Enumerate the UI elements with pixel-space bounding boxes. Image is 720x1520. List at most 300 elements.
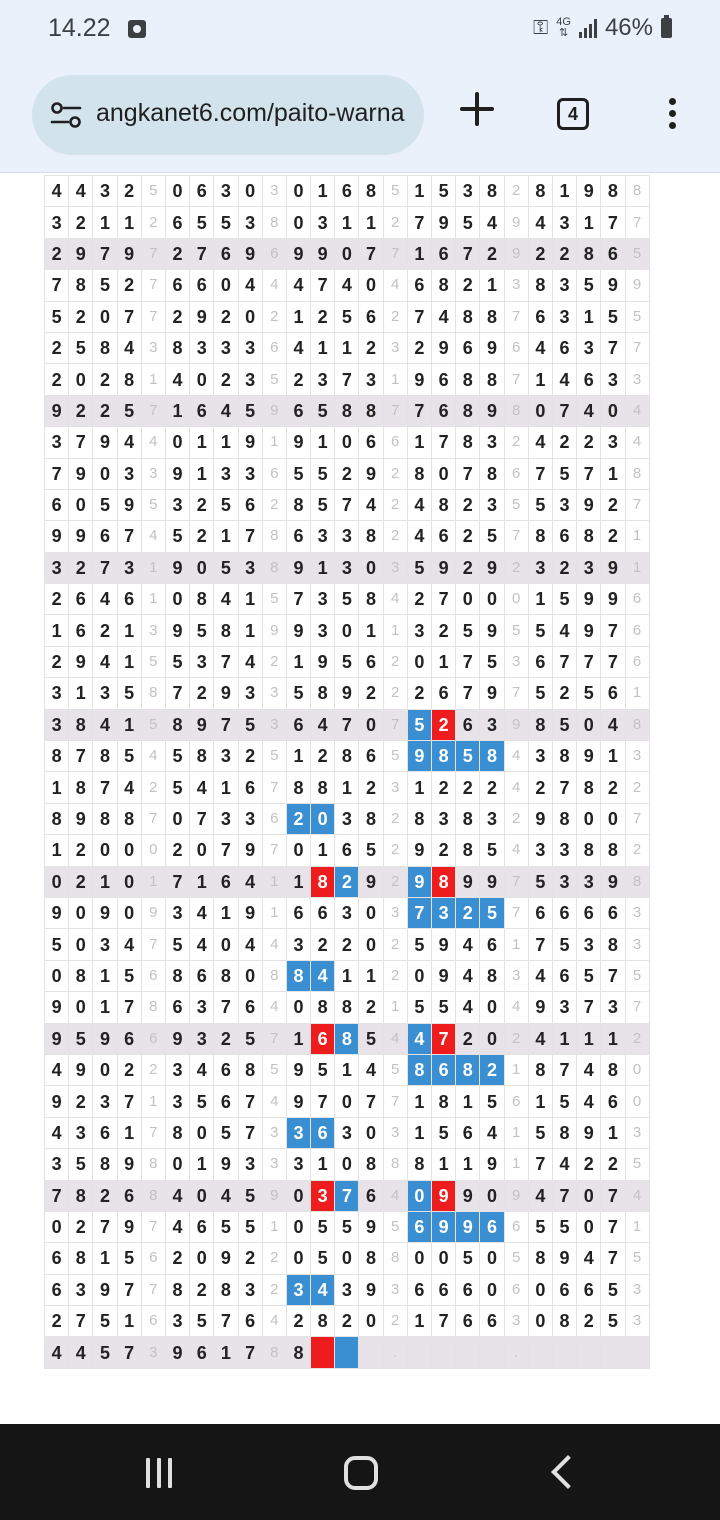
- paito-separator-cell: 2: [625, 1023, 649, 1054]
- paito-cell: 1: [45, 835, 69, 866]
- paito-cell: 9: [45, 897, 69, 928]
- paito-cell: 1: [480, 270, 504, 301]
- paito-cell: 3: [214, 176, 238, 207]
- paito-cell: 5: [601, 1274, 625, 1305]
- paito-cell: 9: [238, 238, 262, 269]
- paito-cell: 6: [311, 897, 335, 928]
- paito-cell: 0: [528, 395, 552, 426]
- paito-row: [45, 741, 650, 772]
- paito-cell: 6: [311, 1117, 335, 1148]
- paito-cell: 3: [480, 803, 504, 834]
- paito-cell: 7: [359, 238, 383, 269]
- tab-switcher-icon[interactable]: [557, 98, 589, 130]
- paito-cell: 5: [214, 1211, 238, 1242]
- paito-cell: 7: [601, 646, 625, 677]
- paito-cell: 8: [359, 521, 383, 552]
- paito-cell: 8: [480, 458, 504, 489]
- paito-cell: 6: [190, 1337, 214, 1368]
- paito-cell: 5: [456, 207, 480, 238]
- paito-cell: 8: [456, 364, 480, 395]
- paito-cell: 4: [117, 332, 141, 363]
- paito-cell: 7: [552, 772, 576, 803]
- paito-cell: 2: [552, 238, 576, 269]
- paito-cell: 8: [552, 741, 576, 772]
- paito-separator-cell: 3: [262, 678, 286, 709]
- paito-cell: 2: [45, 584, 69, 615]
- paito-separator-cell: 9: [262, 615, 286, 646]
- paito-cell: 9: [190, 709, 214, 740]
- paito-cell: 7: [117, 1337, 141, 1368]
- paito-cell: 3: [45, 1149, 69, 1180]
- paito-cell: 9: [552, 1243, 576, 1274]
- paito-cell: 9: [311, 646, 335, 677]
- paito-cell: 3: [286, 1274, 310, 1305]
- paito-separator-cell: 7: [262, 772, 286, 803]
- paito-separator-cell: 2: [262, 646, 286, 677]
- paito-cell: 7: [93, 552, 117, 583]
- paito-cell: 8: [359, 176, 383, 207]
- paito-cell: 5: [552, 929, 576, 960]
- paito-row: [45, 866, 650, 897]
- paito-cell: 3: [190, 332, 214, 363]
- paito-cell: 8: [190, 584, 214, 615]
- paito-cell: 7: [214, 709, 238, 740]
- paito-cell: 7: [117, 992, 141, 1023]
- paito-cell: 9: [286, 1054, 310, 1085]
- paito-cell: 0: [190, 1243, 214, 1274]
- paito-separator-cell: 1: [383, 364, 407, 395]
- paito-separator-cell: 7: [141, 301, 165, 332]
- paito-cell: 1: [190, 866, 214, 897]
- paito-cell: 8: [165, 960, 189, 991]
- paito-cell: 7: [456, 678, 480, 709]
- paito-separator-cell: 9: [504, 709, 528, 740]
- paito-row: [45, 395, 650, 426]
- paito-cell: 5: [480, 646, 504, 677]
- paito-cell: 8: [601, 835, 625, 866]
- paito-cell: 9: [480, 395, 504, 426]
- paito-cell: 2: [456, 552, 480, 583]
- back-icon[interactable]: [551, 1455, 585, 1489]
- paito-cell: 8: [577, 835, 601, 866]
- paito-cell: 6: [456, 1274, 480, 1305]
- paito-cell: 0: [69, 992, 93, 1023]
- paito-cell: 6: [190, 176, 214, 207]
- paito-cell: 2: [480, 772, 504, 803]
- paito-separator-cell: 3: [625, 897, 649, 928]
- paito-cell: 1: [117, 709, 141, 740]
- paito-cell: 9: [432, 929, 456, 960]
- paito-separator-cell: 9: [504, 1180, 528, 1211]
- paito-cell: 6: [407, 1211, 431, 1242]
- paito-cell: 9: [359, 1211, 383, 1242]
- paito-separator-cell: 5: [625, 301, 649, 332]
- paito-cell: 4: [286, 332, 310, 363]
- paito-cell: 6: [93, 1117, 117, 1148]
- paito-cell: 3: [286, 1149, 310, 1180]
- paito-cell: 3: [45, 427, 69, 458]
- paito-cell: 2: [69, 866, 93, 897]
- paito-cell: 1: [359, 207, 383, 238]
- paito-cell: 3: [456, 176, 480, 207]
- paito-cell: 2: [165, 238, 189, 269]
- paito-cell: 6: [190, 960, 214, 991]
- paito-cell: 9: [432, 207, 456, 238]
- paito-cell: 8: [165, 1117, 189, 1148]
- paito-cell: 0: [577, 1180, 601, 1211]
- paito-cell: 3: [69, 1117, 93, 1148]
- paito-cell: 4: [432, 301, 456, 332]
- paito-cell: 0: [93, 835, 117, 866]
- paito-cell: 3: [335, 1274, 359, 1305]
- paito-cell: 3: [311, 364, 335, 395]
- paito-cell: 7: [552, 395, 576, 426]
- paito-separator-cell: 8: [625, 176, 649, 207]
- paito-cell: 0: [45, 960, 69, 991]
- paito-cell: 3: [214, 803, 238, 834]
- paito-cell: 3: [93, 176, 117, 207]
- paito-separator-cell: 2: [383, 489, 407, 520]
- paito-cell: 0: [190, 835, 214, 866]
- paito-cell: 8: [456, 1054, 480, 1085]
- paito-cell: 8: [311, 1306, 335, 1337]
- paito-row: [45, 427, 650, 458]
- paito-cell: 8: [286, 489, 310, 520]
- paito-separator-cell: 1: [262, 897, 286, 928]
- paito-cell: 5: [552, 1211, 576, 1242]
- paito-cell: 0: [359, 929, 383, 960]
- paito-cell: 4: [407, 489, 431, 520]
- paito-cell: 7: [456, 458, 480, 489]
- paito-cell: 8: [165, 709, 189, 740]
- paito-cell: 9: [45, 992, 69, 1023]
- paito-separator-cell: 6: [625, 615, 649, 646]
- paito-cell: 8: [214, 1274, 238, 1305]
- paito-row: [45, 332, 650, 363]
- paito-cell: 7: [601, 1211, 625, 1242]
- paito-cell: [311, 1337, 335, 1368]
- paito-cell: 9: [456, 1211, 480, 1242]
- paito-cell: 5: [407, 929, 431, 960]
- paito-cell: 3: [335, 803, 359, 834]
- paito-separator-cell: 2: [262, 489, 286, 520]
- paito-cell: 9: [456, 1180, 480, 1211]
- paito-cell: 6: [432, 238, 456, 269]
- paito-cell: 5: [480, 1086, 504, 1117]
- paito-cell: 7: [45, 270, 69, 301]
- paito-cell: 4: [45, 1117, 69, 1148]
- paito-cell: 8: [238, 1054, 262, 1085]
- home-icon[interactable]: [344, 1456, 378, 1490]
- paito-cell: [528, 1337, 552, 1368]
- paito-cell: 9: [165, 1337, 189, 1368]
- paito-row: [45, 960, 650, 991]
- paito-separator-cell: 8: [262, 552, 286, 583]
- paito-separator-cell: 3: [383, 332, 407, 363]
- paito-cell: 6: [432, 678, 456, 709]
- paito-separator-cell: 9: [504, 207, 528, 238]
- paito-separator-cell: 6: [625, 646, 649, 677]
- paito-separator-cell: 8: [383, 1243, 407, 1274]
- paito-cell: 8: [117, 364, 141, 395]
- paito-separator-cell: 2: [504, 552, 528, 583]
- paito-cell: 7: [335, 709, 359, 740]
- paito-separator-cell: 5: [141, 709, 165, 740]
- paito-cell: 2: [335, 866, 359, 897]
- paito-separator-cell: 3: [141, 1337, 165, 1368]
- paito-separator-cell: 4: [504, 992, 528, 1023]
- paito-cell: 8: [93, 332, 117, 363]
- paito-cell: 4: [407, 521, 431, 552]
- paito-cell: 5: [407, 992, 431, 1023]
- paito-cell: 6: [238, 772, 262, 803]
- paito-separator-cell: 5: [262, 741, 286, 772]
- paito-cell: 2: [601, 489, 625, 520]
- paito-cell: 1: [335, 772, 359, 803]
- paito-cell: 2: [577, 1149, 601, 1180]
- paito-cell: 9: [577, 1117, 601, 1148]
- paito-cell: 7: [238, 1337, 262, 1368]
- paito-cell: 8: [407, 1054, 431, 1085]
- paito-cell: 2: [45, 238, 69, 269]
- paito-cell: 0: [93, 1054, 117, 1085]
- paito-separator-cell: 7: [625, 803, 649, 834]
- paito-cell: 7: [577, 992, 601, 1023]
- paito-cell: 7: [117, 1086, 141, 1117]
- paito-cell: 3: [407, 615, 431, 646]
- paito-cell: [577, 1337, 601, 1368]
- paito-cell: 6: [45, 489, 69, 520]
- paito-cell: 9: [359, 458, 383, 489]
- url-text[interactable]: angkanet6.com/paito-warna: [96, 99, 405, 127]
- paito-cell: 4: [190, 897, 214, 928]
- paito-separator-cell: 7: [504, 364, 528, 395]
- paito-row: [45, 521, 650, 552]
- paito-row: [45, 1337, 650, 1368]
- overflow-menu-icon[interactable]: [664, 98, 680, 134]
- paito-cell: 6: [286, 897, 310, 928]
- paito-separator-cell: 9: [625, 270, 649, 301]
- paito-cell: 1: [407, 1086, 431, 1117]
- paito-cell: 0: [286, 1180, 310, 1211]
- paito-cell: 8: [69, 1180, 93, 1211]
- paito-cell: 6: [407, 1274, 431, 1305]
- paito-cell: 9: [480, 552, 504, 583]
- paito-separator-cell: 7: [383, 1086, 407, 1117]
- paito-cell: 3: [238, 803, 262, 834]
- paito-cell: 2: [359, 332, 383, 363]
- paito-cell: 4: [601, 709, 625, 740]
- address-bar[interactable]: [32, 75, 424, 155]
- paito-cell: 0: [117, 835, 141, 866]
- paito-cell: 3: [311, 1180, 335, 1211]
- paito-cell: 6: [165, 207, 189, 238]
- paito-separator-cell: 7: [383, 238, 407, 269]
- paito-cell: 5: [238, 1180, 262, 1211]
- paito-cell: 4: [577, 1086, 601, 1117]
- paito-cell: 3: [45, 552, 69, 583]
- paito-cell: 8: [552, 1117, 576, 1148]
- paito-cell: 4: [93, 709, 117, 740]
- status-icons: [533, 14, 672, 42]
- paito-separator-cell: 5: [383, 1054, 407, 1085]
- paito-cell: 0: [335, 427, 359, 458]
- paito-cell: 4: [528, 207, 552, 238]
- paito-cell: 5: [238, 395, 262, 426]
- paito-cell: 8: [480, 960, 504, 991]
- paito-cell: 2: [456, 489, 480, 520]
- paito-cell: 5: [528, 1117, 552, 1148]
- paito-separator-cell: 2: [141, 772, 165, 803]
- paito-cell: 9: [45, 1023, 69, 1054]
- paito-separator-cell: 3: [141, 458, 165, 489]
- paito-cell: 3: [165, 1054, 189, 1085]
- paito-cell: 2: [190, 678, 214, 709]
- paito-cell: 5: [117, 678, 141, 709]
- browser-toolbar: [0, 60, 720, 173]
- paito-cell: 5: [238, 1211, 262, 1242]
- paito-cell: 1: [165, 395, 189, 426]
- paito-cell: 9: [286, 238, 310, 269]
- paito-cell: 0: [93, 458, 117, 489]
- paito-cell: 2: [601, 521, 625, 552]
- paito-separator-cell: 4: [141, 521, 165, 552]
- paito-row: [45, 992, 650, 1023]
- paito-cell: 1: [69, 678, 93, 709]
- paito-cell: 6: [432, 521, 456, 552]
- paito-cell: 8: [407, 458, 431, 489]
- paito-cell: 2: [311, 929, 335, 960]
- paito-cell: 7: [214, 646, 238, 677]
- paito-separator-cell: 7: [625, 992, 649, 1023]
- paito-cell: 9: [165, 1023, 189, 1054]
- paito-row: [45, 301, 650, 332]
- paito-cell: 0: [577, 1211, 601, 1242]
- paito-cell: 1: [407, 427, 431, 458]
- site-settings-icon[interactable]: [50, 101, 82, 129]
- paito-cell: 7: [456, 238, 480, 269]
- paito-cell: 3: [93, 1086, 117, 1117]
- new-tab-plus-icon[interactable]: [456, 90, 498, 132]
- paito-cell: 7: [601, 615, 625, 646]
- paito-cell: 0: [577, 803, 601, 834]
- paito-cell: 9: [528, 992, 552, 1023]
- paito-cell: 7: [528, 1149, 552, 1180]
- paito-cell: 8: [117, 803, 141, 834]
- paito-separator-cell: 2: [262, 1243, 286, 1274]
- paito-separator-cell: 5: [141, 646, 165, 677]
- paito-cell: 9: [238, 427, 262, 458]
- recents-icon[interactable]: [146, 1458, 176, 1488]
- paito-cell: 5: [190, 1306, 214, 1337]
- paito-cell: 1: [407, 176, 431, 207]
- paito-cell: 1: [359, 960, 383, 991]
- paito-cell: 2: [335, 929, 359, 960]
- paito-row: [45, 364, 650, 395]
- paito-cell: 1: [601, 1117, 625, 1148]
- paito-cell: 6: [577, 897, 601, 928]
- paito-cell: 5: [335, 584, 359, 615]
- paito-cell: 6: [577, 364, 601, 395]
- paito-cell: 0: [214, 929, 238, 960]
- paito-cell: 5: [117, 741, 141, 772]
- paito-cell: 7: [117, 1274, 141, 1305]
- paito-cell: 6: [432, 1274, 456, 1305]
- paito-cell: 4: [577, 1054, 601, 1085]
- network-type-label: 4G: [556, 16, 571, 28]
- paito-separator-cell: 2: [383, 458, 407, 489]
- paito-cell: 5: [456, 615, 480, 646]
- paito-cell: [407, 1337, 431, 1368]
- paito-cell: 1: [407, 238, 431, 269]
- paito-cell: 0: [359, 897, 383, 928]
- paito-separator-cell: 1: [625, 521, 649, 552]
- page-content[interactable]: [0, 173, 720, 1423]
- paito-cell: 5: [117, 395, 141, 426]
- paito-cell: 5: [165, 741, 189, 772]
- paito-cell: 7: [214, 835, 238, 866]
- paito-cell: 0: [335, 1243, 359, 1274]
- paito-cell: 4: [407, 1023, 431, 1054]
- paito-cell: 2: [311, 741, 335, 772]
- paito-row: [45, 772, 650, 803]
- paito-cell: 6: [214, 1054, 238, 1085]
- paito-cell: 8: [528, 176, 552, 207]
- paito-cell: 2: [238, 1243, 262, 1274]
- paito-cell: 4: [480, 207, 504, 238]
- paito-cell: 6: [432, 395, 456, 426]
- paito-cell: 8: [528, 521, 552, 552]
- paito-cell: 1: [93, 1243, 117, 1274]
- paito-cell: 6: [190, 270, 214, 301]
- paito-separator-cell: 5: [262, 364, 286, 395]
- signal-icon: [579, 18, 597, 38]
- paito-separator-cell: 7: [625, 489, 649, 520]
- paito-cell: 6: [190, 395, 214, 426]
- paito-cell: 9: [165, 458, 189, 489]
- paito-cell: 8: [456, 427, 480, 458]
- paito-cell: 2: [601, 772, 625, 803]
- paito-cell: 8: [69, 772, 93, 803]
- paito-cell: 9: [335, 678, 359, 709]
- paito-cell: 9: [190, 301, 214, 332]
- system-nav-bar: [0, 1424, 720, 1520]
- paito-cell: 7: [432, 1023, 456, 1054]
- paito-cell: 9: [165, 615, 189, 646]
- paito-cell: 2: [432, 772, 456, 803]
- paito-cell: 9: [165, 552, 189, 583]
- paito-cell: 6: [286, 395, 310, 426]
- paito-cell: 6: [214, 1086, 238, 1117]
- paito-separator-cell: 6: [504, 458, 528, 489]
- paito-cell: 4: [45, 176, 69, 207]
- paito-cell: 2: [456, 1023, 480, 1054]
- paito-cell: 9: [432, 1180, 456, 1211]
- paito-cell: 6: [456, 332, 480, 363]
- paito-cell: 8: [528, 1243, 552, 1274]
- paito-cell: 0: [286, 176, 310, 207]
- paito-cell: 4: [117, 427, 141, 458]
- paito-cell: 3: [190, 992, 214, 1023]
- paito-cell: 3: [165, 1306, 189, 1337]
- paito-cell: 6: [480, 929, 504, 960]
- paito-cell: 1: [93, 866, 117, 897]
- paito-cell: 5: [577, 270, 601, 301]
- paito-cell: 5: [214, 207, 238, 238]
- paito-cell: 2: [69, 1211, 93, 1242]
- paito-cell: 4: [69, 1337, 93, 1368]
- paito-cell: 4: [552, 364, 576, 395]
